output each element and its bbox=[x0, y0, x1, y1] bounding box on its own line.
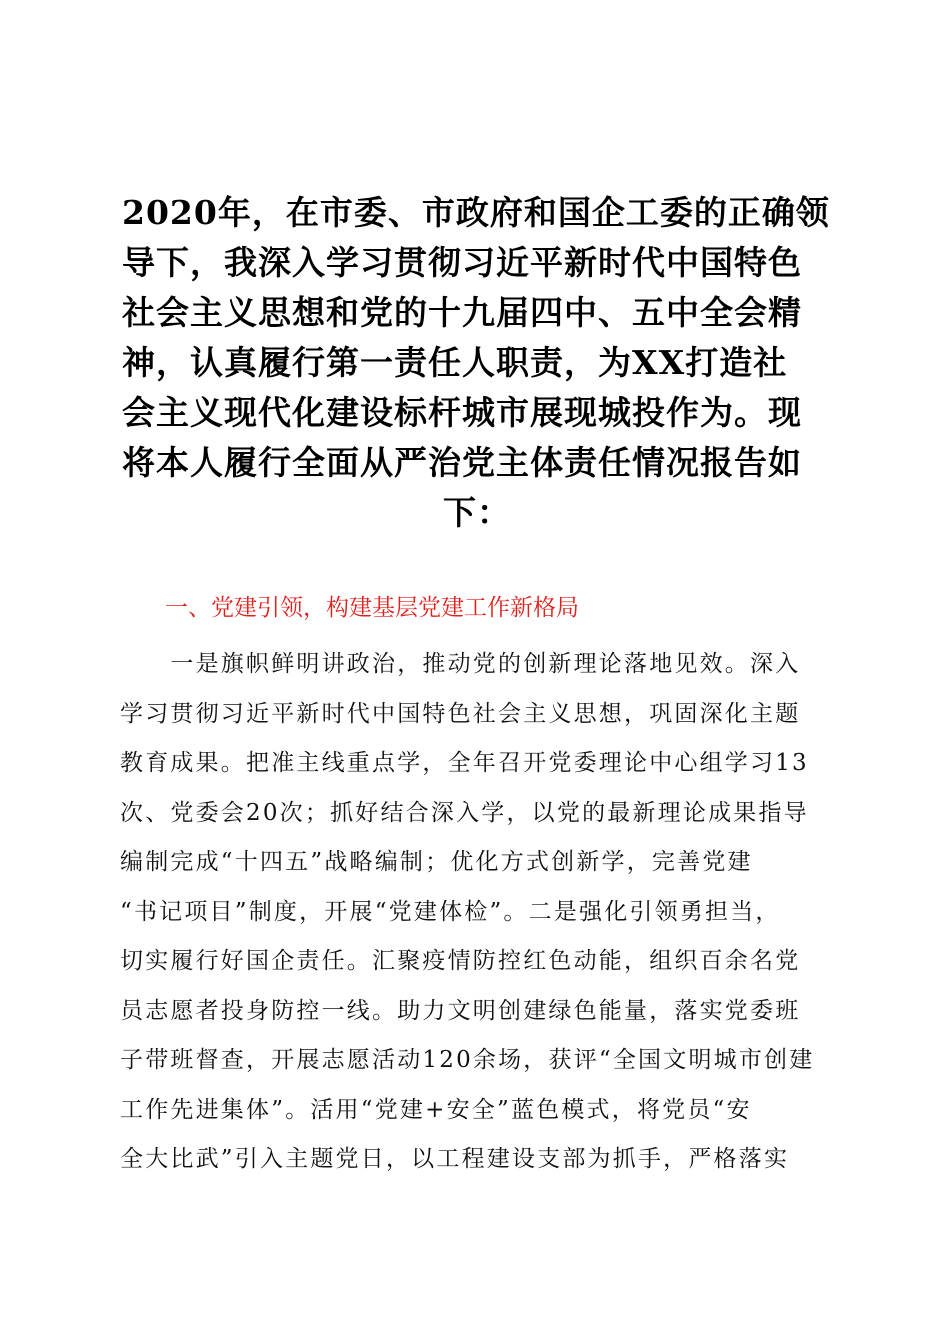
lead-line: 神，认真履行第一责任人职责，为XX打造社 bbox=[122, 343, 788, 382]
body-line: “书记项目”制度，开展“党建体检”。二是强化引领勇担当， bbox=[120, 898, 781, 925]
lead-paragraph bbox=[122, 188, 832, 538]
section-heading: 一、党建引领，构建基层党建工作新格局 bbox=[165, 595, 579, 621]
lead-line: 2020年，在市委、市政府和国企工委的正确领 bbox=[122, 193, 830, 232]
lead-line: 导下，我深入学习贯彻习近平新时代中国特色 bbox=[122, 243, 802, 282]
lead-line: 会主义现代化建设标杆城市展现城投作为。现 bbox=[122, 393, 802, 432]
body-line: 学习贯彻习近平新时代中国特色社会主义思想，巩固深化主题 bbox=[120, 700, 801, 727]
body-line: 切实履行好国企责任。汇聚疫情防控红色动能，组织百余名党 bbox=[120, 948, 801, 974]
body-line: 子带班督查，开展志愿活动120余场，获评“全国文明城市创建 bbox=[120, 1047, 815, 1073]
body-paragraph bbox=[120, 640, 832, 1185]
body-line: 编制完成“十四五”战略编制；优化方式创新学，完善党建 bbox=[120, 849, 753, 875]
body-line: 员志愿者投身防控一线。助力文明创建绿色能量，落实党委班 bbox=[120, 997, 801, 1024]
lead-line: 将本人履行全面从严治党主体责任情况报告如 bbox=[122, 443, 802, 482]
body-line: 全大比武”引入主题党日，以工程建设支部为抓手，严格落实 bbox=[120, 1146, 790, 1172]
body-line: 一是旗帜鲜明讲政治，推动党的创新理论落地见效。深入 bbox=[120, 651, 801, 677]
body-line: 工作先进集体”。活用“党建+安全”蓝色模式，将党员“安 bbox=[120, 1096, 752, 1123]
lead-line-last: 下： bbox=[443, 493, 511, 532]
body-line: 次、党委会20次；抓好结合深入学，以党的最新理论成果指导 bbox=[120, 799, 809, 826]
lead-line: 社会主义思想和党的十九届四中、五中全会精 bbox=[122, 293, 802, 332]
body-line: 教育成果。把准主线重点学，全年召开党委理论中心组学习13 bbox=[120, 750, 809, 776]
